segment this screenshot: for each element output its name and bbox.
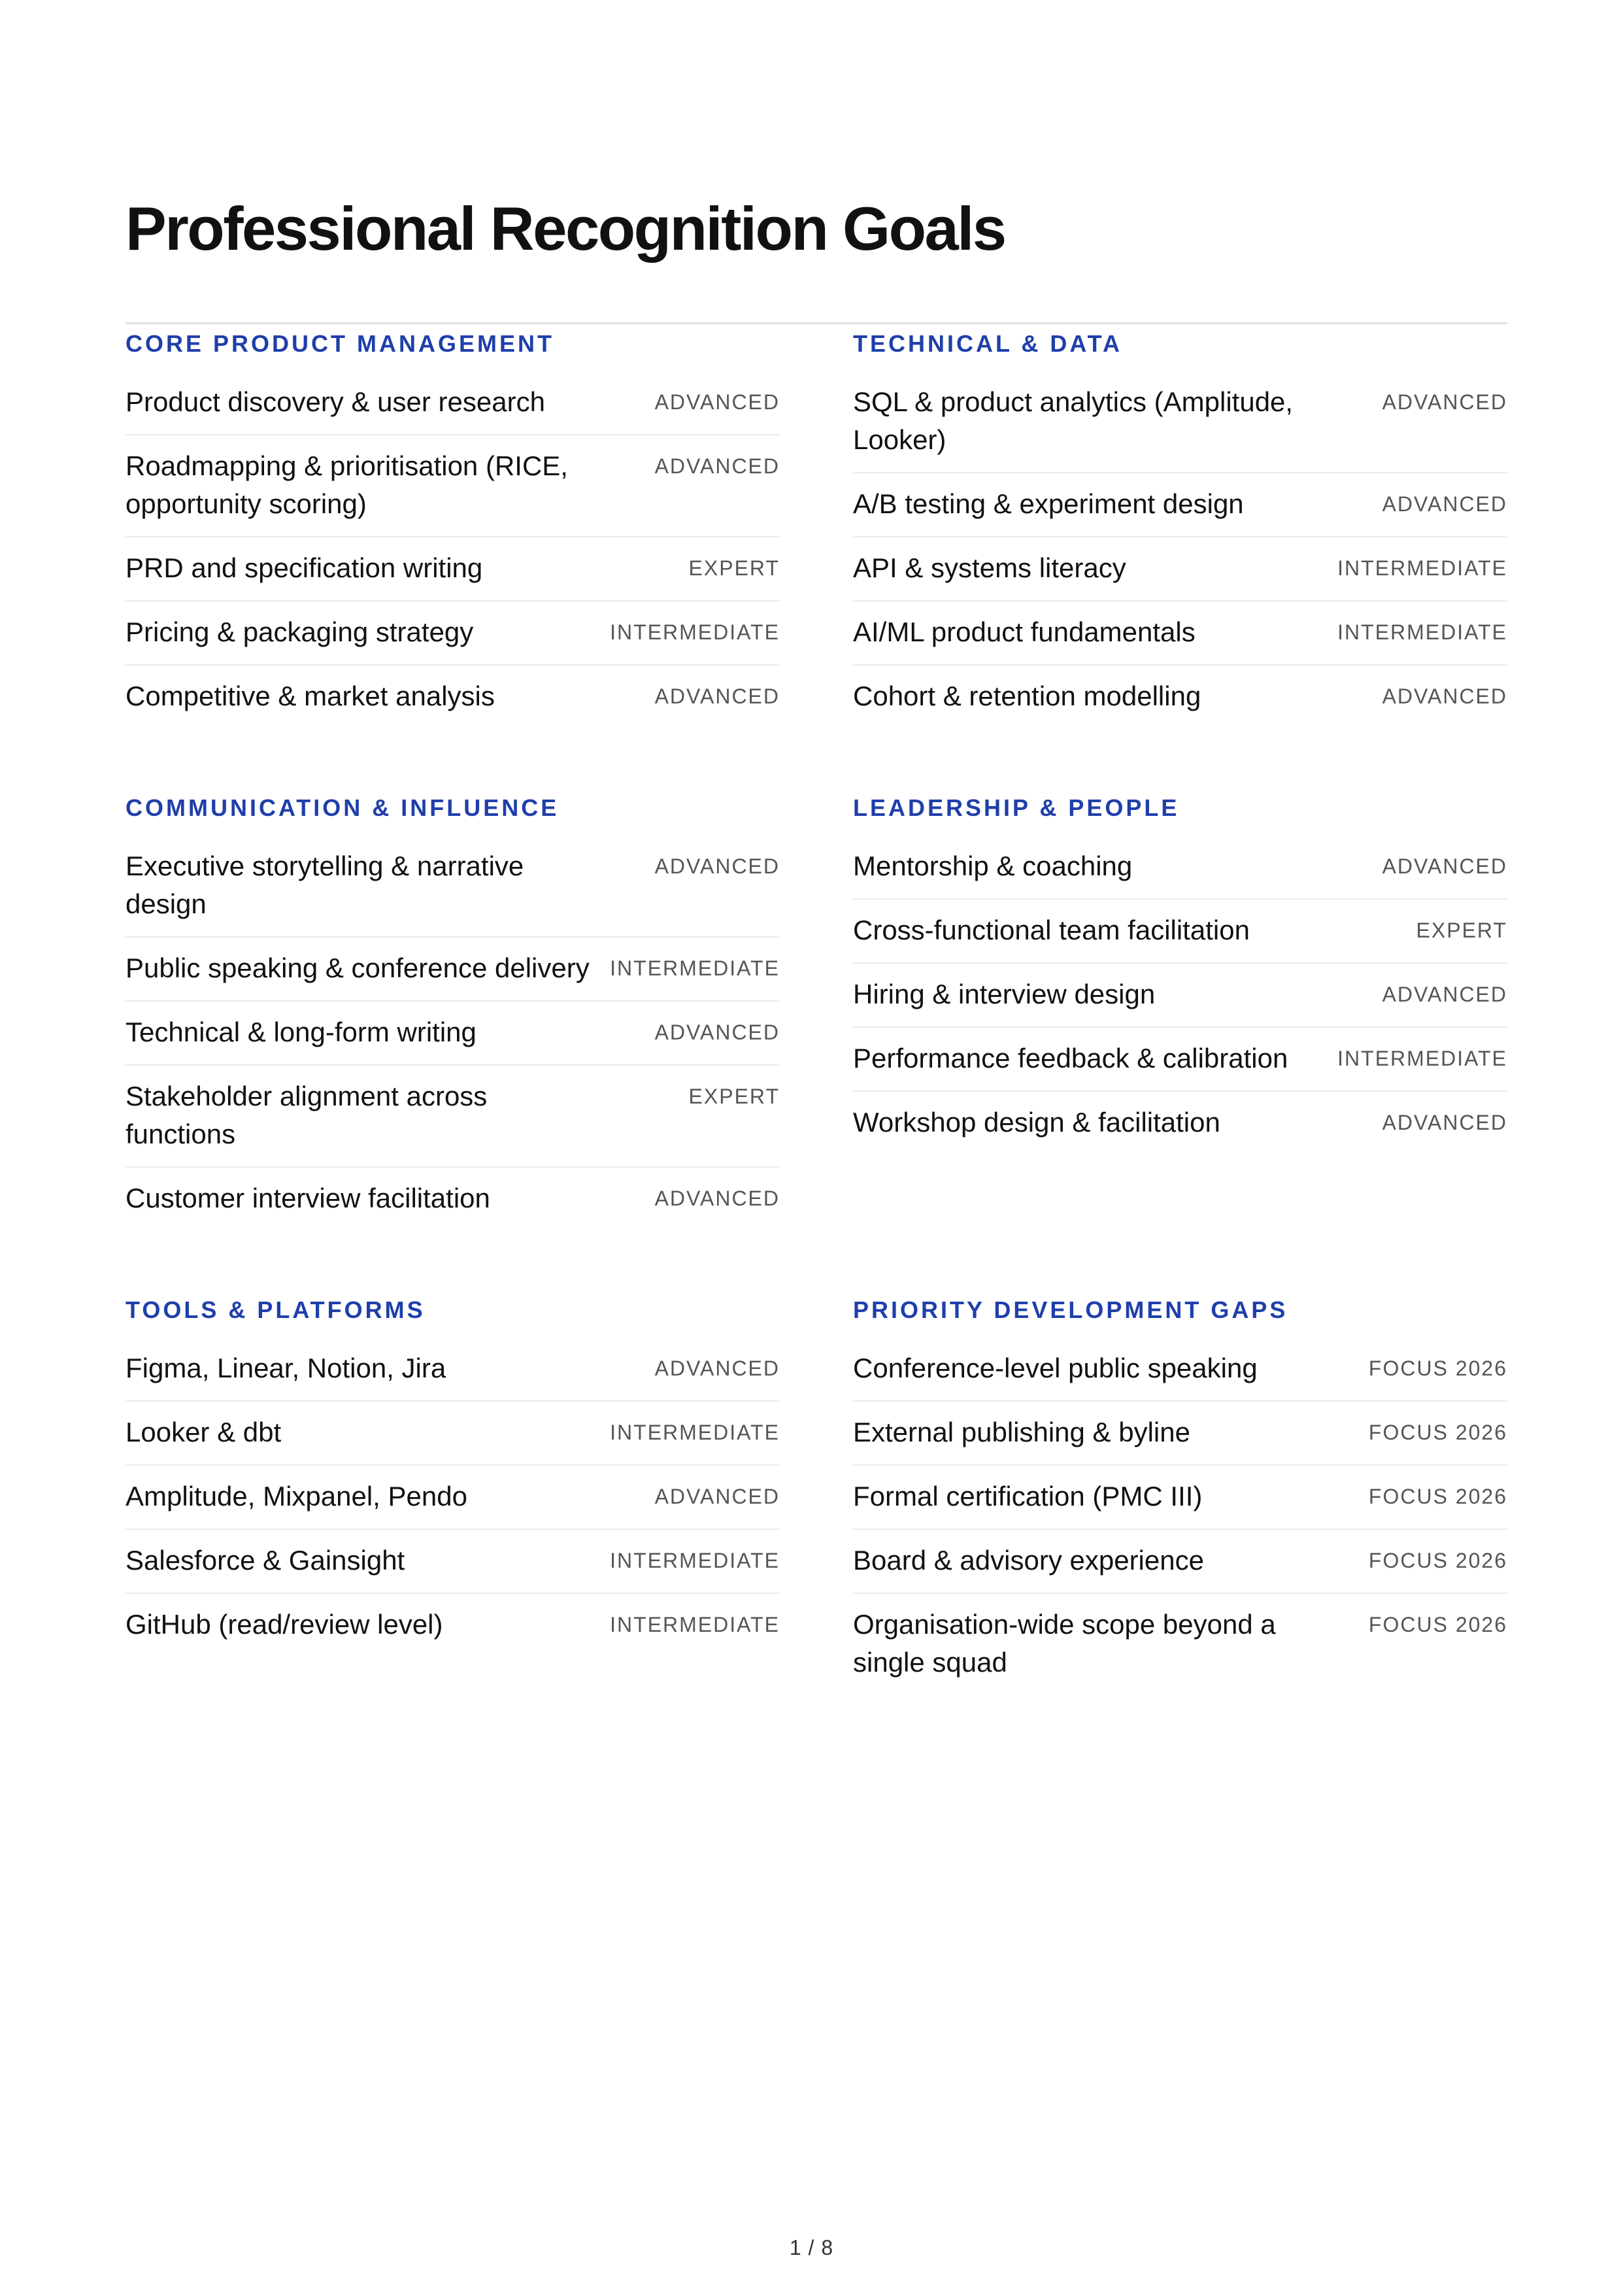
skill-row (853, 1028, 1507, 1092)
skill-name: Looker & dbt (125, 1417, 282, 1447)
skill-name: SQL & product analytics (Amplitude, Looker) (853, 386, 1294, 455)
skill-row (853, 1594, 1507, 1695)
skill-row (125, 847, 780, 937)
skill-row (853, 1092, 1507, 1155)
skill-level: ADVANCED (1382, 1111, 1507, 1134)
skill-level: ADVANCED (1382, 390, 1507, 414)
skill-row (125, 666, 780, 728)
section-title: PRIORITY DEVELOPMENT GAPS (853, 1296, 1288, 1323)
skill-level: INTERMEDIATE (610, 620, 780, 644)
skill-name: Customer interview facilitation (125, 1183, 490, 1213)
skill-level: EXPERT (688, 556, 780, 580)
skill-level: INTERMEDIATE (610, 1421, 780, 1444)
skill-row (125, 1066, 780, 1168)
skill-level: ADVANCED (654, 390, 780, 414)
skill-name: Pricing & packaging strategy (125, 616, 474, 647)
skill-name: Figma, Linear, Notion, Jira (125, 1353, 446, 1383)
skill-name: GitHub (read/review level) (125, 1609, 443, 1640)
skill-name: PRD and specification writing (125, 552, 483, 583)
skill-name: Cohort & retention modelling (853, 681, 1201, 711)
skill-row (853, 1466, 1507, 1530)
section-title: CORE PRODUCT MANAGEMENT (125, 330, 554, 357)
skill-name: A/B testing & experiment design (853, 488, 1244, 519)
skill-name: Executive storytelling & narrative design (125, 851, 524, 919)
skill-level: ADVANCED (654, 1485, 780, 1508)
skill-row (853, 666, 1507, 728)
skill-name: AI/ML product fundamentals (853, 616, 1196, 647)
skill-row (125, 1168, 780, 1230)
skill-level: ADVANCED (654, 1187, 780, 1210)
skill-level: ADVANCED (1382, 684, 1507, 708)
skill-row (853, 964, 1507, 1028)
skill-level: INTERMEDIATE (610, 1549, 780, 1572)
skill-level: ADVANCED (1382, 492, 1507, 516)
section-title: COMMUNICATION & INFLUENCE (125, 794, 560, 821)
skill-level: INTERMEDIATE (1337, 1047, 1507, 1070)
section-communication-influence (125, 791, 780, 1230)
skill-name: Product discovery & user research (125, 386, 545, 417)
skill-row (125, 435, 780, 537)
skill-name: Formal certification (PMC III) (853, 1481, 1203, 1511)
skill-level: FOCUS 2026 (1368, 1485, 1507, 1508)
skill-name: Hiring & interview design (853, 979, 1156, 1009)
skill-row (125, 383, 780, 435)
skill-level: ADVANCED (1382, 854, 1507, 878)
skill-name: Stakeholder alignment across functions (125, 1081, 488, 1149)
skill-name: API & systems literacy (853, 552, 1126, 583)
section-title: TOOLS & PLATFORMS (125, 1296, 426, 1323)
skill-name: Competitive & market analysis (125, 681, 495, 711)
skill-level: FOCUS 2026 (1368, 1357, 1507, 1380)
skill-name: Salesforce & Gainsight (125, 1545, 405, 1576)
skill-row (125, 1594, 780, 1657)
skill-name: Workshop design & facilitation (853, 1107, 1220, 1138)
section-core-product-management (125, 327, 780, 728)
skill-row (125, 937, 780, 1002)
skill-level: ADVANCED (1382, 983, 1507, 1006)
skill-name: Cross-functional team facilitation (853, 915, 1250, 945)
skill-level: ADVANCED (654, 1021, 780, 1044)
skill-level: INTERMEDIATE (610, 956, 780, 980)
skill-level: FOCUS 2026 (1368, 1421, 1507, 1444)
skill-level: ADVANCED (654, 854, 780, 878)
skill-row (125, 1530, 780, 1594)
skill-row (853, 601, 1507, 666)
skills-grid (125, 327, 1507, 1695)
skill-row (125, 1349, 780, 1402)
skill-level: ADVANCED (654, 1357, 780, 1380)
section-tools-platforms (125, 1293, 780, 1695)
skill-name: Performance feedback & calibration (853, 1043, 1288, 1073)
page-number: 1 / 8 (789, 2236, 834, 2259)
skill-name: Conference-level public speaking (853, 1353, 1258, 1383)
skill-row (125, 1402, 780, 1466)
skill-name: Public speaking & conference delivery (125, 953, 590, 983)
skill-row (853, 383, 1507, 473)
page-title: Professional Recognition Goals (125, 194, 1005, 263)
skill-row (853, 1402, 1507, 1466)
skill-level: ADVANCED (654, 684, 780, 708)
skill-name: Board & advisory experience (853, 1545, 1204, 1576)
skill-row (853, 847, 1507, 900)
skill-name: Mentorship & coaching (853, 851, 1133, 881)
skill-level: FOCUS 2026 (1368, 1613, 1507, 1636)
section-priority-development-gaps (853, 1293, 1507, 1695)
skill-level: INTERMEDIATE (1337, 620, 1507, 644)
skill-name: External publishing & byline (853, 1417, 1190, 1447)
skill-row (853, 473, 1507, 537)
skill-level: FOCUS 2026 (1368, 1549, 1507, 1572)
skill-row (853, 1349, 1507, 1402)
section-leadership-people (853, 791, 1507, 1230)
skill-level: ADVANCED (654, 454, 780, 478)
skill-row (125, 537, 780, 601)
skill-name: Technical & long-form writing (125, 1017, 477, 1047)
skill-name: Amplitude, Mixpanel, Pendo (125, 1481, 467, 1511)
skill-row (125, 1002, 780, 1066)
skill-row (853, 537, 1507, 601)
skill-level: INTERMEDIATE (610, 1613, 780, 1636)
skill-name: Roadmapping & prioritisation (RICE, opportunity scoring) (125, 450, 568, 519)
skill-row (125, 1466, 780, 1530)
section-title: TECHNICAL & DATA (853, 330, 1122, 357)
section-technical-data (853, 327, 1507, 728)
section-title: LEADERSHIP & PEOPLE (853, 794, 1180, 821)
title-divider (125, 322, 1507, 324)
skill-row (853, 1530, 1507, 1594)
skill-name: Organisation-wide scope beyond a single squad (853, 1609, 1276, 1678)
skill-level: EXPERT (688, 1085, 780, 1108)
skill-row (853, 900, 1507, 964)
skill-row (125, 601, 780, 666)
skill-level: EXPERT (1416, 919, 1507, 942)
skill-level: INTERMEDIATE (1337, 556, 1507, 580)
